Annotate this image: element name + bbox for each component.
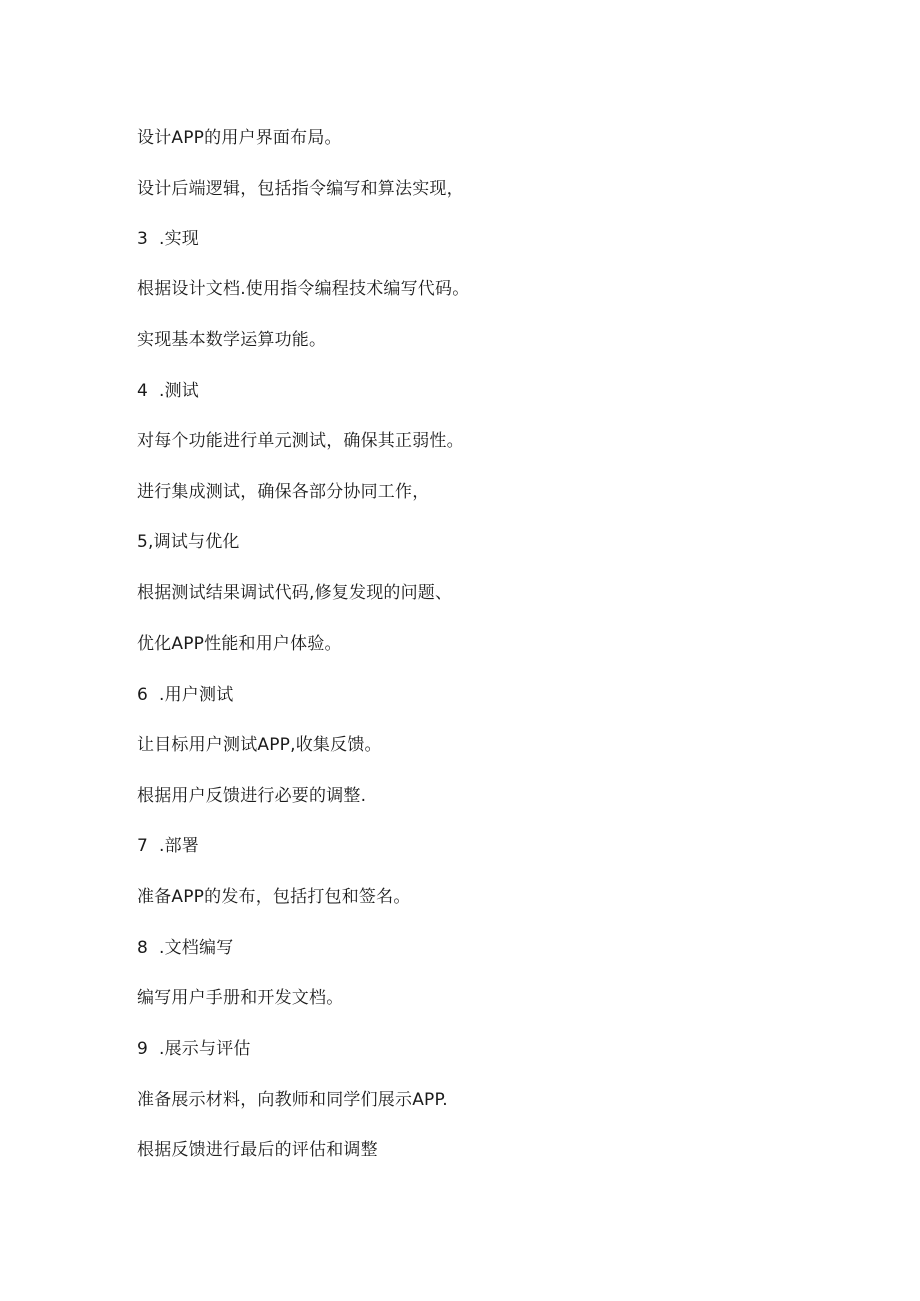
section-title: .展示与评估: [159, 1039, 251, 1059]
paragraph: 根据测试结果调试代码,修复发现的问题、: [137, 583, 453, 603]
paragraph: 根据设计文档.使用指令编程技术编写代码。: [137, 279, 470, 299]
section-heading: [137, 228, 199, 250]
section-heading: [137, 684, 233, 706]
paragraph: 设计APP的用户界面布局。: [137, 128, 342, 148]
paragraph: 进行集成测试，确保各部分协同工作，: [137, 482, 430, 502]
section-number: 3: [137, 229, 149, 249]
paragraph: 实现基本数学运算功能。: [137, 330, 327, 350]
section-title: .用户测试: [159, 685, 234, 705]
paragraph: 根据用户反馈进行必要的调整.: [137, 786, 367, 806]
section-heading: 5,调试与优化: [137, 532, 240, 552]
section-title: .测试: [159, 381, 200, 401]
paragraph: 优化APP性能和用户体验。: [137, 634, 342, 654]
paragraph: 根据反馈进行最后的评估和调整: [137, 1140, 378, 1160]
paragraph: 准备APP的发布，包括打包和签名。: [137, 887, 411, 907]
paragraph: 准备展示材料，向教师和同学们展示APP.: [137, 1090, 448, 1110]
section-heading: [137, 937, 233, 959]
section-heading: [137, 380, 199, 402]
paragraph: 编写用户手册和开发文档。: [137, 988, 344, 1008]
section-title: .文档编写: [159, 938, 234, 958]
paragraph: 对每个功能进行单元测试，确保其正弱性。: [137, 431, 464, 451]
section-heading: [137, 835, 199, 857]
paragraph: 让目标用户测试APP,收集反馈。: [137, 735, 382, 755]
section-number: 8: [137, 938, 149, 958]
section-number: 4: [137, 381, 149, 401]
section-title: .部署: [159, 836, 200, 856]
section-title: .实现: [159, 229, 200, 249]
section-heading: [137, 1038, 251, 1060]
paragraph: 设计后端逻辑，包括指令编写和算法实现，: [137, 179, 464, 199]
section-number: 6: [137, 685, 149, 705]
section-number: 7: [137, 836, 149, 856]
section-number: 9: [137, 1039, 149, 1059]
